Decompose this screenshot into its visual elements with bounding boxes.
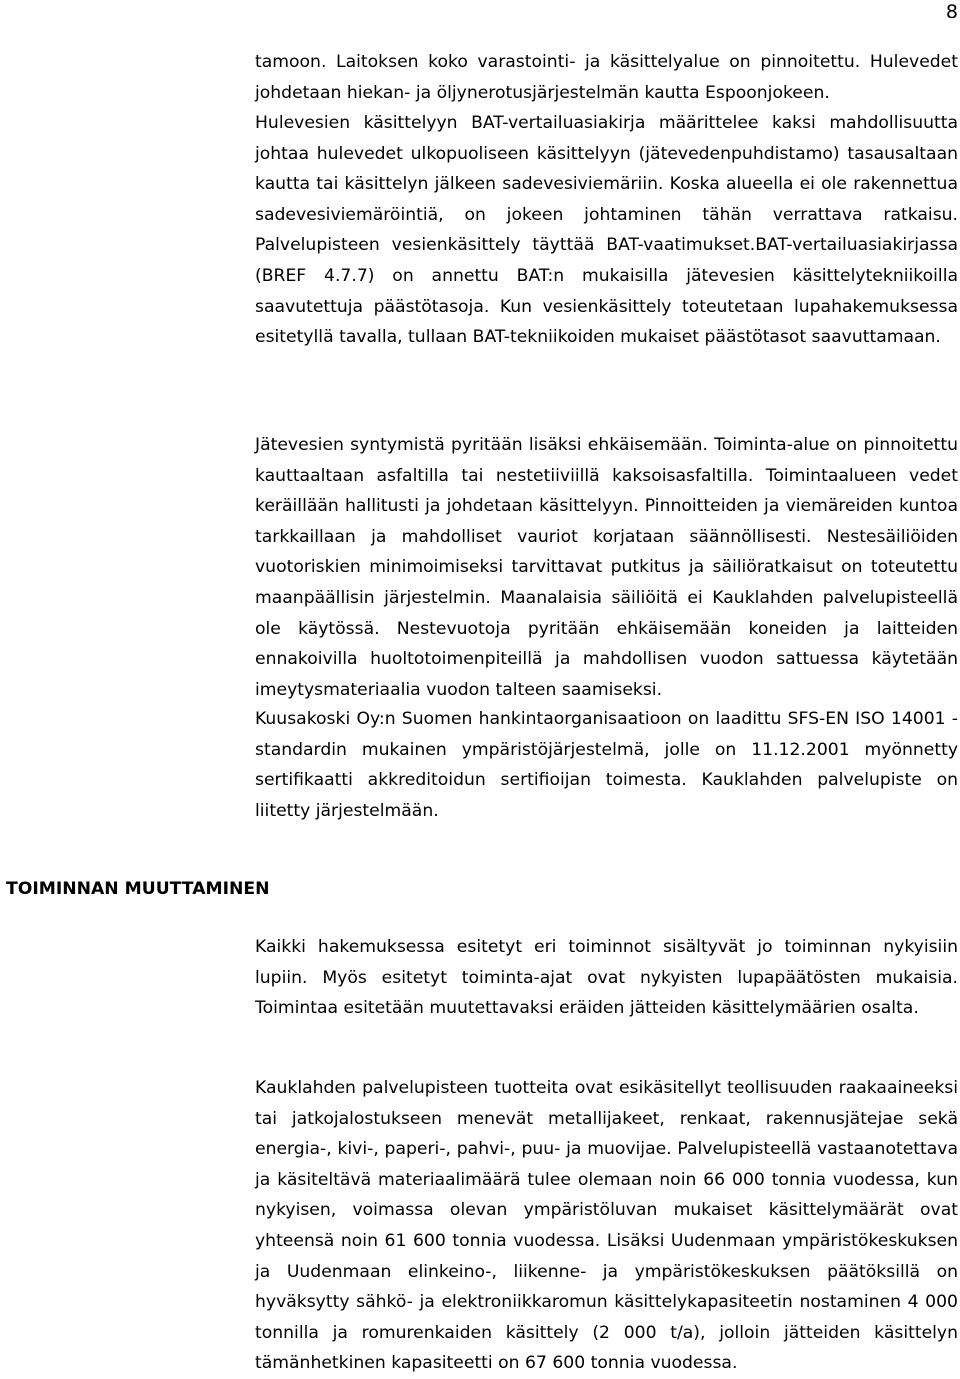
paragraph-iso-14001	[255, 704, 958, 826]
paragraph-text: Jätevesien syntymistä pyritään lisäksi ehkäisemään. Toiminta-alue on pinnoitettu kauttaaltaan asfaltilla tai nestetiiviillä kaksoisasfaltilla. Toimintaalueen vedet keräillään hallitusti ja johdetaan käsittelyyn. Pinnoitteiden ja viemäreiden kuntoa tarkkaillaan ja mahdolliset vauriot korjataan säännöllisesti. Nestesäiliöiden vuotoriskien minimoimiseksi tarvittavat putkitus ja säiliöratkaisut on toteutettu maanpäällisin järjestelmin. Maanalaisia säiliöitä ei Kauklahden palvelupisteellä ole käytössä. Nestevuotoja pyritään ehkäisemään koneiden ja laitteiden ennakoivilla huoltotoimenpiteillä ja mahdollisen vuodon sattuessa käytetään imeytysmateriaalia vuodon talteen saamiseksi.	[255, 435, 958, 700]
page-number: 8	[945, 1, 958, 23]
paragraph-text: Kaikki hakemuksessa esitetyt eri toiminnot sisältyvät jo toiminnan nykyisiin lupiin. Myös esitetyt toiminta-ajat ovat nykyisten lupapäätösten mukaisia. Toimintaa esitetään muutettavaksi eräiden jätteiden käsittelymäärien osalta.	[255, 937, 958, 1019]
paragraph-permits	[255, 932, 958, 1024]
paragraph-text: tamoon. Laitoksen koko varastointi- ja käsittelyalue on pinnoitettu. Hulevedet johdetaan hiekan- ja öljynerotusjärjestelmän kautta Espoonjokeen.	[255, 52, 958, 103]
section-heading: TOIMINNAN MUUTTAMINEN	[6, 879, 270, 899]
paragraph-intro	[255, 47, 958, 108]
paragraph-text: Kauklahden palvelupisteen tuotteita ovat esikäsitellyt teollisuuden raakaaineeksi tai jatkojalostukseen menevät metallijakeet, renkaat, rakennusjätejae sekä energia-, kivi-, paperi-, pahvi-, puu- ja muovijae. Palvelupisteellä vastaanotettava ja käsiteltävä materiaalimäärä tulee olemaan noin 66 000 tonnia vuodessa, kun nykyisen, voimassa olevan ympäristöluvan mukaiset käsittelymäärät ovat yhteensä noin 61 600 tonnia vuodessa. Lisäksi Uudenmaan ympäristökeskuksen ja Uudenmaan elinkeino-, liikenne- ja ympäristökeskuksen päätöksillä on hyväksytty sähkö- ja elektroniikkaromun käsittelykapasiteetin nostaminen 4 000 tonnilla ja romurenkaiden käsittely (2 000 t/a), jolloin jätteiden käsittelyn tämänhetkinen kapasiteetti on 67 600 tonnia vuodessa.	[255, 1078, 958, 1374]
paragraph-capacity	[255, 1073, 958, 1379]
paragraph-bat-stormwater	[255, 108, 958, 353]
paragraph-text: Kuusakoski Oy:n Suomen hankintaorganisaatioon on laadittu SFS-EN ISO 14001 -standardin mukainen ympäristöjärjestelmä, jolle on 11.12.2001 myönnetty sertifikaatti akkreditoidun sertifioijan toimesta. Kauklahden palvelupiste on liitetty järjestelmään.	[255, 709, 958, 821]
paragraph-wastewater-prevention	[255, 430, 958, 705]
paragraph-text: Hulevesien käsittelyyn BAT-vertailuasiakirja määrittelee kaksi mahdollisuutta johtaa hulevedet ulkopuoliseen käsittelyyn (jätevedenpuhdistamo) tasausaltaan kautta tai käsittelyn jälkeen sadevesiviemäriin. Koska alueella ei ole rakennettua sadevesiviemäröintiä, on jokeen johtaminen tähän verrattava ratkaisu. Palvelupisteen vesienkäsittely täyttää BAT-vaatimukset.BAT-vertailuasiakirjassa (BREF 4.7.7) on annettu BAT:n mukaisilla jätevesien käsittelytekniikoilla saavutettuja päästötasoja. Kun vesienkäsittely toteutetaan lupahakemuksessa esitetyllä tavalla, tullaan BAT-tekniikoiden mukaiset päästötasot saavuttamaan.	[255, 113, 958, 348]
